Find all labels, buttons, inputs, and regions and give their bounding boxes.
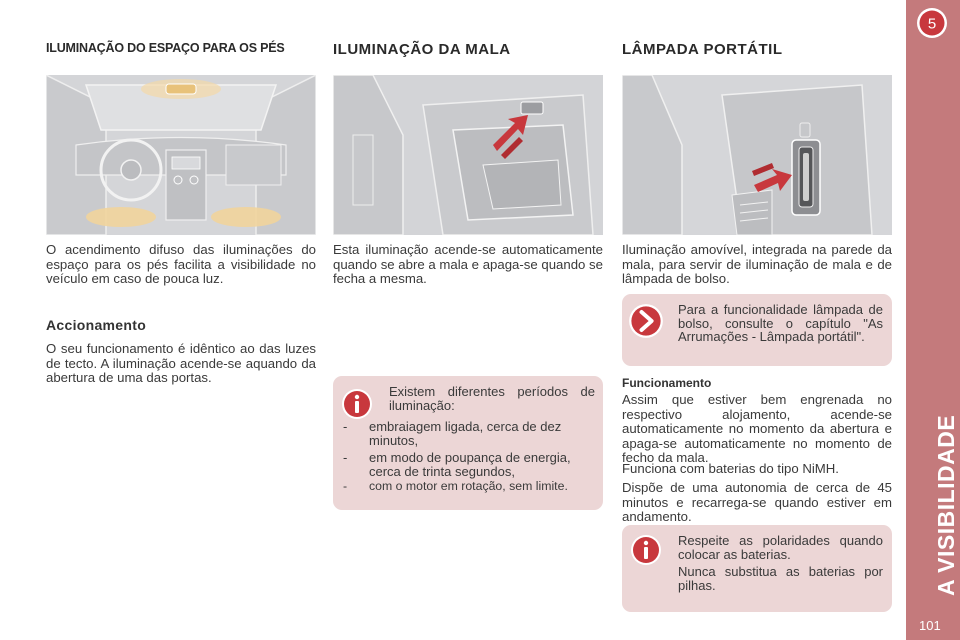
list-dash: - xyxy=(343,479,348,493)
boot-lighting-illustration xyxy=(333,75,603,235)
list-item-text: embraiagem ligada, cerca de dez minutos, xyxy=(369,419,562,448)
list-item xyxy=(343,480,595,496)
battery-warning-box xyxy=(622,525,892,612)
list-item-text: em modo de poupança de energia, cerca de trinta segundos, xyxy=(369,450,571,479)
cross-reference-box xyxy=(622,294,892,366)
battery-replacement-text: Nunca substitua as baterias por pilhas. xyxy=(678,564,883,593)
battery-polarity-text: Respeite as polaridades quando colocar as baterias. xyxy=(678,533,883,562)
list-dash: - xyxy=(343,419,348,434)
portable-lamp-title: LÂMPADA PORTÁTIL xyxy=(622,41,783,58)
boot-lighting-title: ILUMINAÇÃO DA MALA xyxy=(333,41,511,58)
operation-subtitle: Funcionamento xyxy=(622,376,712,390)
portable-lamp-intro: Iluminação amovível, integrada na parede da mala, para servir de iluminação de mala e de lâmpada de bolso. xyxy=(622,242,892,286)
info-icon xyxy=(630,534,662,566)
activation-body: O seu funcionamento é idêntico ao das luzes de tecto. A iluminação acende-se aquando da abertura de uma das portas. xyxy=(46,341,316,385)
list-item xyxy=(343,420,595,448)
lighting-periods-box xyxy=(333,376,603,510)
cabin-footwell-illustration xyxy=(46,75,316,235)
footwell-intro: O acendimento difuso das iluminações do espaço para os pés facilita a visibilidade no veículo em caso de pouca luz. xyxy=(46,242,316,286)
page-number: 101 xyxy=(919,618,941,633)
list-item-text: com o motor em rotação, sem limite. xyxy=(369,479,568,493)
chapter-title: A VISIBILIDADE xyxy=(933,414,959,596)
chapter-number-badge xyxy=(916,7,948,39)
operation-body-1: Assim que estiver bem engrenada no respectivo alojamento, acende-se automaticamente no momento da abertura e apaga-se automaticamente no momento de fecho da mala. xyxy=(622,392,892,465)
list-item xyxy=(343,451,595,479)
portable-lamp-illustration xyxy=(622,75,892,235)
activation-subtitle: Accionamento xyxy=(46,317,147,333)
operation-body-3: Dispõe de uma autonomia de cerca de 45 minutos e recarrega-se quando estiver em andamento. xyxy=(622,480,892,524)
operation-body-2: Funciona com baterias do tipo NiMH. xyxy=(622,461,839,476)
info-icon xyxy=(341,388,373,420)
boot-lighting-intro: Esta iluminação acende-se automaticamente quando se abre a mala e apaga-se quando se fecha a mesma. xyxy=(333,242,603,286)
chapter-number: 5 xyxy=(927,15,937,33)
list-dash: - xyxy=(343,450,348,465)
footwell-lighting-title: ILUMINAÇÃO DO ESPAÇO PARA OS PÉS xyxy=(46,41,285,55)
arrow-right-icon xyxy=(628,303,664,339)
lighting-periods-lead: Existem diferentes períodos de iluminação: xyxy=(389,384,595,413)
cross-reference-text: Para a funcionalidade lâmpada de bolso, consulte o capítulo "As Arrumações - Lâmpada portátil". xyxy=(678,302,883,344)
